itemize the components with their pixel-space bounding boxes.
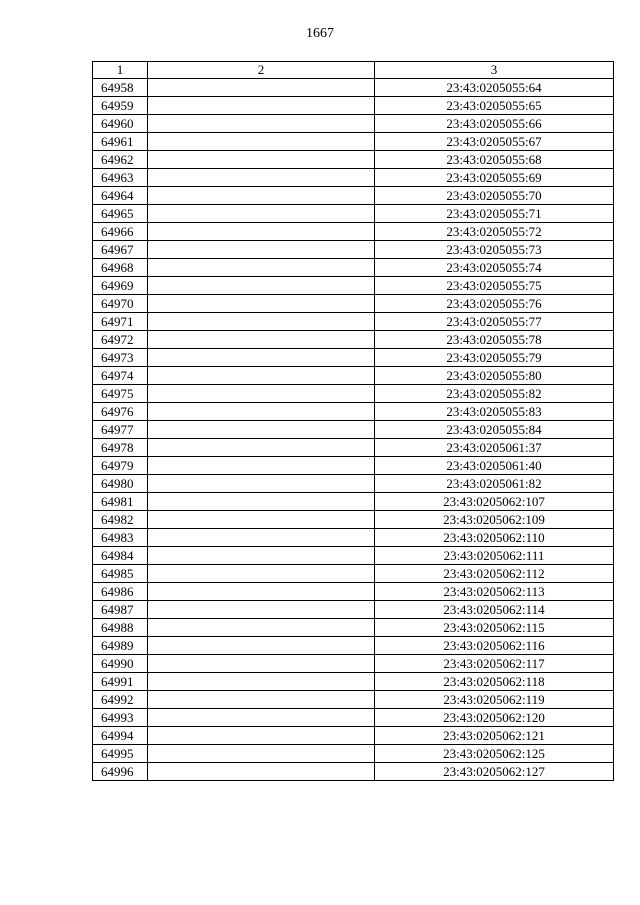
description-cell [148, 151, 375, 169]
row-number-cell: 64964 [93, 187, 148, 205]
row-number-cell: 64968 [93, 259, 148, 277]
cadastral-number-cell: 23:43:0205061:37 [375, 439, 614, 457]
table-row [93, 223, 614, 241]
cadastral-number-cell: 23:43:0205062:116 [375, 637, 614, 655]
cadastral-number-cell: 23:43:0205055:83 [375, 403, 614, 421]
row-number-cell: 64973 [93, 349, 148, 367]
cadastral-number-cell: 23:43:0205055:76 [375, 295, 614, 313]
row-number-cell: 64979 [93, 457, 148, 475]
row-number-cell: 64992 [93, 691, 148, 709]
row-number-cell: 64963 [93, 169, 148, 187]
table-row [93, 763, 614, 781]
description-cell [148, 115, 375, 133]
column-header-3: 3 [375, 62, 614, 79]
description-cell [148, 601, 375, 619]
row-number-cell: 64970 [93, 295, 148, 313]
row-number-cell: 64982 [93, 511, 148, 529]
cadastral-number-cell: 23:43:0205055:82 [375, 385, 614, 403]
cadastral-number-cell: 23:43:0205062:110 [375, 529, 614, 547]
row-number-cell: 64962 [93, 151, 148, 169]
cadastral-number-cell: 23:43:0205055:80 [375, 367, 614, 385]
table-row [93, 529, 614, 547]
row-number-cell: 64969 [93, 277, 148, 295]
cadastral-number-cell: 23:43:0205055:71 [375, 205, 614, 223]
table-row [93, 295, 614, 313]
data-table [92, 61, 614, 781]
table-row [93, 619, 614, 637]
description-cell [148, 367, 375, 385]
description-cell [148, 457, 375, 475]
table-row [93, 457, 614, 475]
description-cell [148, 763, 375, 781]
table-row [93, 169, 614, 187]
row-number-cell: 64989 [93, 637, 148, 655]
cadastral-number-cell: 23:43:0205055:73 [375, 241, 614, 259]
description-cell [148, 637, 375, 655]
cadastral-number-cell: 23:43:0205055:72 [375, 223, 614, 241]
cadastral-number-cell: 23:43:0205062:115 [375, 619, 614, 637]
cadastral-number-cell: 23:43:0205055:79 [375, 349, 614, 367]
cadastral-number-cell: 23:43:0205055:84 [375, 421, 614, 439]
description-cell [148, 745, 375, 763]
table-row [93, 493, 614, 511]
row-number-cell: 64986 [93, 583, 148, 601]
row-number-cell: 64980 [93, 475, 148, 493]
row-number-cell: 64961 [93, 133, 148, 151]
row-number-cell: 64996 [93, 763, 148, 781]
table-row [93, 241, 614, 259]
row-number-cell: 64987 [93, 601, 148, 619]
row-number-cell: 64959 [93, 97, 148, 115]
row-number-cell: 64994 [93, 727, 148, 745]
table-row [93, 403, 614, 421]
table-row [93, 637, 614, 655]
description-cell [148, 421, 375, 439]
row-number-cell: 64960 [93, 115, 148, 133]
description-cell [148, 439, 375, 457]
column-header-2: 2 [148, 62, 375, 79]
row-number-cell: 64978 [93, 439, 148, 457]
description-cell [148, 475, 375, 493]
description-cell [148, 187, 375, 205]
table-row [93, 745, 614, 763]
table-row [93, 259, 614, 277]
table-row [93, 79, 614, 97]
table-row [93, 205, 614, 223]
table-row [93, 583, 614, 601]
table-row [93, 187, 614, 205]
description-cell [148, 133, 375, 151]
description-cell [148, 79, 375, 97]
cadastral-number-cell: 23:43:0205055:75 [375, 277, 614, 295]
description-cell [148, 655, 375, 673]
cadastral-number-cell: 23:43:0205062:127 [375, 763, 614, 781]
cadastral-number-cell: 23:43:0205062:107 [375, 493, 614, 511]
table-row [93, 439, 614, 457]
description-cell [148, 277, 375, 295]
description-cell [148, 331, 375, 349]
table-row [93, 385, 614, 403]
cadastral-number-cell: 23:43:0205062:113 [375, 583, 614, 601]
cadastral-number-cell: 23:43:0205062:120 [375, 709, 614, 727]
cadastral-number-cell: 23:43:0205062:125 [375, 745, 614, 763]
header-row [93, 62, 614, 79]
table-row [93, 475, 614, 493]
cadastral-number-cell: 23:43:0205055:68 [375, 151, 614, 169]
table-row [93, 655, 614, 673]
cadastral-number-cell: 23:43:0205062:112 [375, 565, 614, 583]
table-row [93, 313, 614, 331]
row-number-cell: 64985 [93, 565, 148, 583]
cadastral-number-cell: 23:43:0205055:69 [375, 169, 614, 187]
row-number-cell: 64976 [93, 403, 148, 421]
table-row [93, 691, 614, 709]
table-row [93, 709, 614, 727]
row-number-cell: 64977 [93, 421, 148, 439]
cadastral-number-cell: 23:43:0205061:40 [375, 457, 614, 475]
cadastral-number-cell: 23:43:0205062:119 [375, 691, 614, 709]
row-number-cell: 64965 [93, 205, 148, 223]
description-cell [148, 565, 375, 583]
cadastral-number-cell: 23:43:0205061:82 [375, 475, 614, 493]
description-cell [148, 511, 375, 529]
table-row [93, 349, 614, 367]
table-row [93, 115, 614, 133]
description-cell [148, 727, 375, 745]
row-number-cell: 64984 [93, 547, 148, 565]
row-number-cell: 64967 [93, 241, 148, 259]
row-number-cell: 64966 [93, 223, 148, 241]
row-number-cell: 64990 [93, 655, 148, 673]
row-number-cell: 64981 [93, 493, 148, 511]
table-row [93, 97, 614, 115]
table-row [93, 565, 614, 583]
row-number-cell: 64983 [93, 529, 148, 547]
description-cell [148, 583, 375, 601]
description-cell [148, 349, 375, 367]
description-cell [148, 205, 375, 223]
description-cell [148, 313, 375, 331]
row-number-cell: 64974 [93, 367, 148, 385]
cadastral-number-cell: 23:43:0205055:74 [375, 259, 614, 277]
row-number-cell: 64991 [93, 673, 148, 691]
row-number-cell: 64975 [93, 385, 148, 403]
description-cell [148, 241, 375, 259]
table-row [93, 601, 614, 619]
table-row [93, 547, 614, 565]
row-number-cell: 64988 [93, 619, 148, 637]
table-row [93, 727, 614, 745]
cadastral-number-cell: 23:43:0205055:66 [375, 115, 614, 133]
table-row [93, 277, 614, 295]
cadastral-number-cell: 23:43:0205062:114 [375, 601, 614, 619]
cadastral-number-cell: 23:43:0205062:109 [375, 511, 614, 529]
column-header-1: 1 [93, 62, 148, 79]
description-cell [148, 709, 375, 727]
cadastral-number-cell: 23:43:0205055:65 [375, 97, 614, 115]
cadastral-number-cell: 23:43:0205062:118 [375, 673, 614, 691]
description-cell [148, 259, 375, 277]
cadastral-number-cell: 23:43:0205062:111 [375, 547, 614, 565]
description-cell [148, 169, 375, 187]
cadastral-number-cell: 23:43:0205055:67 [375, 133, 614, 151]
description-cell [148, 673, 375, 691]
cadastral-number-cell: 23:43:0205062:117 [375, 655, 614, 673]
description-cell [148, 403, 375, 421]
cadastral-number-cell: 23:43:0205055:78 [375, 331, 614, 349]
row-number-cell: 64995 [93, 745, 148, 763]
description-cell [148, 295, 375, 313]
table-body [93, 79, 614, 781]
table-row [93, 367, 614, 385]
description-cell [148, 493, 375, 511]
table-row [93, 133, 614, 151]
description-cell [148, 385, 375, 403]
description-cell [148, 97, 375, 115]
row-number-cell: 64971 [93, 313, 148, 331]
description-cell [148, 529, 375, 547]
row-number-cell: 64993 [93, 709, 148, 727]
table-row [93, 331, 614, 349]
cadastral-number-cell: 23:43:0205055:64 [375, 79, 614, 97]
table-row [93, 511, 614, 529]
table-row [93, 151, 614, 169]
table-row [93, 673, 614, 691]
description-cell [148, 223, 375, 241]
description-cell [148, 547, 375, 565]
table-row [93, 421, 614, 439]
row-number-cell: 64958 [93, 79, 148, 97]
cadastral-number-cell: 23:43:0205055:77 [375, 313, 614, 331]
table-header [93, 62, 614, 79]
page-number: 1667 [306, 26, 334, 41]
cadastral-number-cell: 23:43:0205055:70 [375, 187, 614, 205]
description-cell [148, 619, 375, 637]
description-cell [148, 691, 375, 709]
row-number-cell: 64972 [93, 331, 148, 349]
cadastral-number-cell: 23:43:0205062:121 [375, 727, 614, 745]
